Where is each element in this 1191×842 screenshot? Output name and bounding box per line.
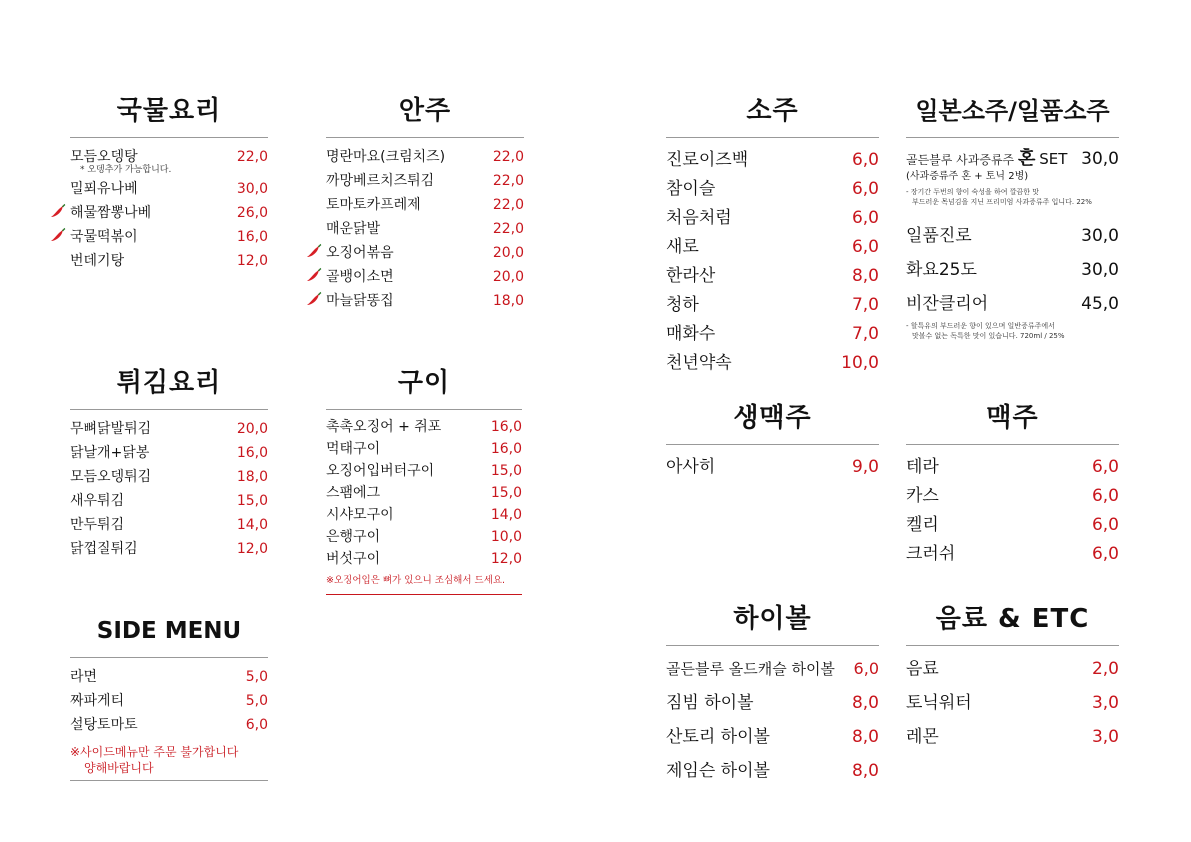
menu-item: 테라 6,0 bbox=[906, 457, 1119, 477]
menu-item: 촉촉오징어 + 쥐포 16,0 bbox=[326, 419, 522, 435]
section-maekju bbox=[906, 402, 1119, 569]
chili-icon bbox=[306, 291, 322, 307]
section-title: 음료 & ETC bbox=[906, 603, 1119, 646]
side-note: 양해바랍니다 bbox=[84, 761, 154, 775]
menu-item: 진로이즈백 6,0 bbox=[666, 150, 879, 170]
menu-item: 카스 6,0 bbox=[906, 486, 1119, 506]
menu-item: 모듬오뎅튀김 18,0 bbox=[70, 469, 268, 485]
set-desc: 부드러운 목넘김을 지닌 프리미엄 사과증류주 입니다. 22% bbox=[912, 198, 1092, 206]
section-title: 국물요리 bbox=[70, 95, 268, 138]
menu-item: 크러쉬 6,0 bbox=[906, 544, 1119, 564]
menu-item: 산토리 하이볼 8,0 bbox=[666, 727, 879, 747]
menu-item: 처음처럼 6,0 bbox=[666, 208, 879, 228]
menu-item: 천년약속 10,0 bbox=[666, 353, 879, 373]
section-ilbon bbox=[906, 95, 1119, 341]
set-item: 골든블루 사과증류주 혼 SET 30,0 bbox=[906, 148, 1119, 169]
menu-item: 은행구이 10,0 bbox=[326, 529, 522, 545]
section-soju bbox=[666, 95, 879, 378]
menu-item: 명란마요(크림치즈) 22,0 bbox=[326, 149, 524, 165]
menu-item: 켈리 6,0 bbox=[906, 515, 1119, 535]
item-note: * 오뎅추가 가능합니다. bbox=[80, 165, 172, 175]
menu-item: 비잔클리어 45,0 bbox=[906, 294, 1119, 314]
menu-item: 라면 5,0 bbox=[70, 669, 268, 685]
menu-item: 짐빔 하이볼 8,0 bbox=[666, 693, 879, 713]
menu-item: 화요25도 30,0 bbox=[906, 260, 1119, 280]
section-title: 소주 bbox=[666, 95, 879, 138]
menu-item: 짜파게티 5,0 bbox=[70, 693, 268, 709]
menu-item: 까망베르치즈튀김 22,0 bbox=[326, 173, 524, 189]
menu-item: 만두튀김 14,0 bbox=[70, 517, 268, 533]
side-note: ※사이드메뉴만 주문 불가합니다 bbox=[70, 745, 239, 759]
section-twigim bbox=[70, 367, 268, 562]
menu-item: 오징어볶음 20,0 bbox=[326, 242, 524, 266]
section-saeng bbox=[666, 402, 879, 482]
chili-icon bbox=[50, 227, 66, 243]
menu-item: 밀푀유나베 30,0 bbox=[70, 181, 268, 197]
menu-item: 토닉워터 3,0 bbox=[906, 693, 1119, 713]
menu-item: 토마토카프레제 22,0 bbox=[326, 197, 524, 213]
section-side bbox=[70, 615, 268, 781]
menu-item: 번데기탕 12,0 bbox=[70, 253, 268, 269]
section-title: 구이 bbox=[326, 367, 522, 410]
menu-item: 골뱅이소면 20,0 bbox=[326, 266, 524, 290]
section-highball bbox=[666, 603, 879, 788]
menu-item: 제임슨 하이볼 8,0 bbox=[666, 761, 879, 781]
menu-item: 한라산 8,0 bbox=[666, 266, 879, 286]
section-title: SIDE MENU bbox=[70, 615, 268, 658]
chili-icon bbox=[306, 267, 322, 283]
section-gui bbox=[326, 367, 522, 595]
menu-item: 음료 2,0 bbox=[906, 659, 1119, 679]
menu-item: 청하 7,0 bbox=[666, 295, 879, 315]
section-title: 하이볼 bbox=[666, 603, 879, 646]
gui-note: ※오징어입은 뼈가 있으니 조심해서 드세요. bbox=[326, 570, 522, 595]
menu-item: 오징어입버터구이 15,0 bbox=[326, 463, 522, 479]
item-desc: - 할특유의 부드러운 향이 있으며 일반증류주에서 bbox=[906, 322, 1055, 330]
menu-item: 스팸에그 15,0 bbox=[326, 485, 522, 501]
set-sub: (사과증류주 혼 + 토닉 2병) bbox=[906, 171, 1029, 182]
menu-item: 닭껍질튀김 12,0 bbox=[70, 541, 268, 557]
menu-item: 국물떡볶이 16,0 bbox=[70, 226, 268, 250]
menu-item: 참이슬 6,0 bbox=[666, 179, 879, 199]
menu-item: 먹태구이 16,0 bbox=[326, 441, 522, 457]
item-desc: 맛볼수 없는 독특한 맛이 있습니다. 720ml / 25% bbox=[912, 332, 1065, 340]
section-title: 일본소주/일품소주 bbox=[906, 95, 1119, 138]
menu-item: 버섯구이 12,0 bbox=[326, 551, 522, 567]
section-etc bbox=[906, 603, 1119, 754]
menu-item: 매운닭발 22,0 bbox=[326, 221, 524, 237]
section-title: 튀김요리 bbox=[70, 367, 268, 410]
chili-icon bbox=[306, 243, 322, 259]
chili-icon bbox=[50, 203, 66, 219]
menu-item: 새우튀김 15,0 bbox=[70, 493, 268, 509]
menu-item: 일품진로 30,0 bbox=[906, 226, 1119, 246]
menu-item: 마늘닭똥집 18,0 bbox=[326, 290, 524, 314]
menu-item: 닭날개+닭봉 16,0 bbox=[70, 445, 268, 461]
section-anju bbox=[326, 95, 524, 314]
menu-item: 골든블루 올드캐슬 하이볼 6,0 bbox=[666, 659, 879, 678]
section-guk bbox=[70, 95, 268, 274]
menu-item: 시샤모구이 14,0 bbox=[326, 507, 522, 523]
menu-item: 무뼈닭발튀김 20,0 bbox=[70, 421, 268, 437]
menu-item: 새로 6,0 bbox=[666, 237, 879, 257]
set-desc: - 장기간 두번의 향이 숙성을 하여 깔끔한 맛 bbox=[906, 188, 1040, 196]
menu-item: 해물짬뽕나베 26,0 bbox=[70, 202, 268, 226]
section-title: 생맥주 bbox=[666, 402, 879, 445]
section-title: 안주 bbox=[326, 95, 524, 138]
section-title: 맥주 bbox=[906, 402, 1119, 445]
menu-item: 아사히 9,0 bbox=[666, 457, 879, 477]
menu-item: 설탕토마토 6,0 bbox=[70, 717, 268, 733]
menu-item: 레몬 3,0 bbox=[906, 727, 1119, 747]
menu-item: 모듬오뎅탕 22,0 bbox=[70, 149, 268, 165]
menu-item: 매화수 7,0 bbox=[666, 324, 879, 344]
